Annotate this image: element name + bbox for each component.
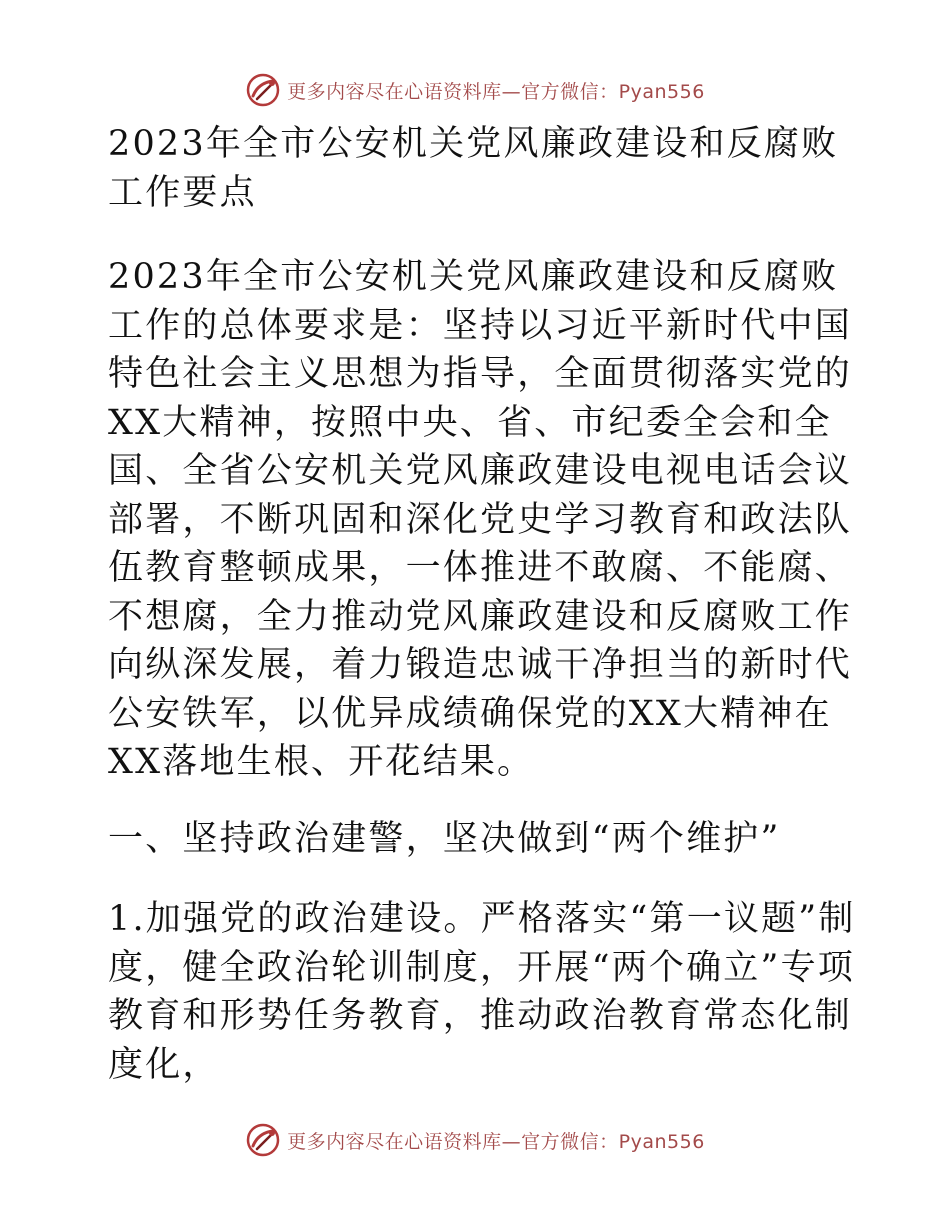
document-body bbox=[98, 120, 858, 1117]
item-paragraph: 1.加强党的政治建设。严格落实“第一议题”制度，健全政治轮训制度，开展“两个确立”专项教育和形势任务教育，推动政治教育常态化制度化， bbox=[108, 899, 856, 1085]
watermark-banner-top bbox=[0, 68, 950, 112]
brand-logo-icon bbox=[245, 1122, 281, 1158]
watermark-text: 更多内容尽在心语资料库—官方微信：Pyan556 bbox=[287, 1130, 705, 1153]
watermark-text: 更多内容尽在心语资料库—官方微信：Pyan556 bbox=[287, 80, 705, 103]
watermark-banner-bottom bbox=[0, 1118, 950, 1162]
document-title: 2023年全市公安机关党风廉政建设和反腐败工作要点 bbox=[108, 124, 839, 213]
brand-logo-icon bbox=[245, 72, 281, 108]
section-heading: 一、坚持政治建警，坚决做到“两个维护” bbox=[108, 818, 781, 859]
intro-paragraph: 2023年全市公安机关党风廉政建设和反腐败工作的总体要求是：坚持以习近平新时代中国特色社会主义思想为指导，全面贯彻落实党的XX大精神，按照中央、省、市纪委全会和全国、全省公安机关党风廉政建设电视电话会议部署，不断巩固和深化党史学习教育和政法队伍教育整顿成果，一体推进不敢腐、不能腐、不想腐，全力推动党风廉政建设和反腐败工作向纵深发展，着力锻造忠诚干净担当的新时代公安铁军，以优异成绩确保党的XX大精神在XX落地生根、开花结果。 bbox=[108, 257, 853, 782]
